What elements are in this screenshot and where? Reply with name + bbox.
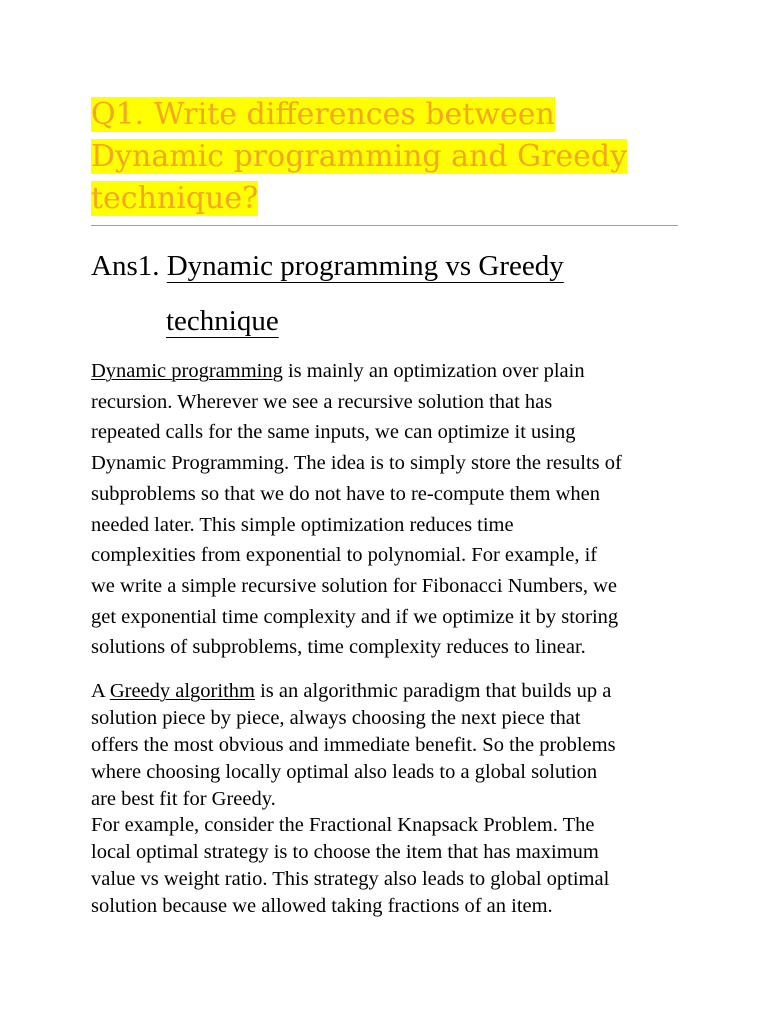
greedy-algorithm-paragraph	[91, 678, 691, 813]
knapsack-example-paragraph	[91, 812, 691, 920]
paragraph-line: recursion. Wherever we see a recursive solution that has	[91, 390, 553, 413]
answer-title-line-1: Dynamic programming vs Greedy	[166, 250, 564, 282]
dynamic-programming-paragraph	[91, 356, 691, 663]
paragraph-line: needed later. This simple optimization reduces time	[91, 513, 514, 536]
question-line-1: Q1. Write differences between	[91, 97, 555, 132]
greedy-algorithm-link[interactable]: Greedy algorithm	[109, 680, 255, 702]
paragraph-line: we write a simple recursive solution for Fibonacci Numbers, we	[91, 574, 618, 597]
paragraph-line: offers the most obvious and immediate benefit. So the problems	[91, 734, 616, 756]
answer-heading-continued	[166, 305, 279, 338]
paragraph-line: repeated calls for the same inputs, we can optimize it using	[91, 421, 576, 444]
paragraph-line: subproblems so that we do not have to re-compute them when	[91, 482, 600, 505]
paragraph-prefix: A	[91, 680, 110, 702]
paragraph-line: solution piece by piece, always choosing the next piece that	[91, 707, 581, 729]
question-heading	[91, 94, 651, 220]
question-line-3: technique?	[91, 181, 259, 216]
paragraph-line: is an algorithmic paradigm that builds up a	[254, 680, 612, 702]
answer-heading	[91, 250, 564, 283]
paragraph-line: are best fit for Greedy.	[91, 788, 276, 810]
paragraph-line: Dynamic Programming. The idea is to simply store the results of	[91, 452, 622, 475]
heading-divider	[91, 225, 678, 226]
paragraph-line: solutions of subproblems, time complexity reduces to linear.	[91, 636, 586, 659]
question-line-2: Dynamic programming and Greedy	[91, 139, 628, 174]
paragraph-line: solution because we allowed taking fractions of an item.	[91, 895, 553, 917]
paragraph-line: For example, consider the Fractional Knapsack Problem. The	[91, 814, 595, 836]
dynamic-programming-link[interactable]: Dynamic programming	[91, 360, 283, 382]
answer-prefix: Ans1.	[91, 250, 160, 282]
paragraph-line: local optimal strategy is to choose the item that has maximum	[91, 841, 599, 863]
paragraph-line: is mainly an optimization over plain	[282, 360, 585, 382]
paragraph-line: get exponential time complexity and if we optimize it by storing	[91, 605, 619, 628]
answer-title-line-2: technique	[166, 305, 279, 337]
paragraph-line: complexities from exponential to polynomial. For example, if	[91, 544, 598, 567]
paragraph-line: where choosing locally optimal also leads to a global solution	[91, 761, 598, 783]
paragraph-line: value vs weight ratio. This strategy also leads to global optimal	[91, 868, 610, 890]
